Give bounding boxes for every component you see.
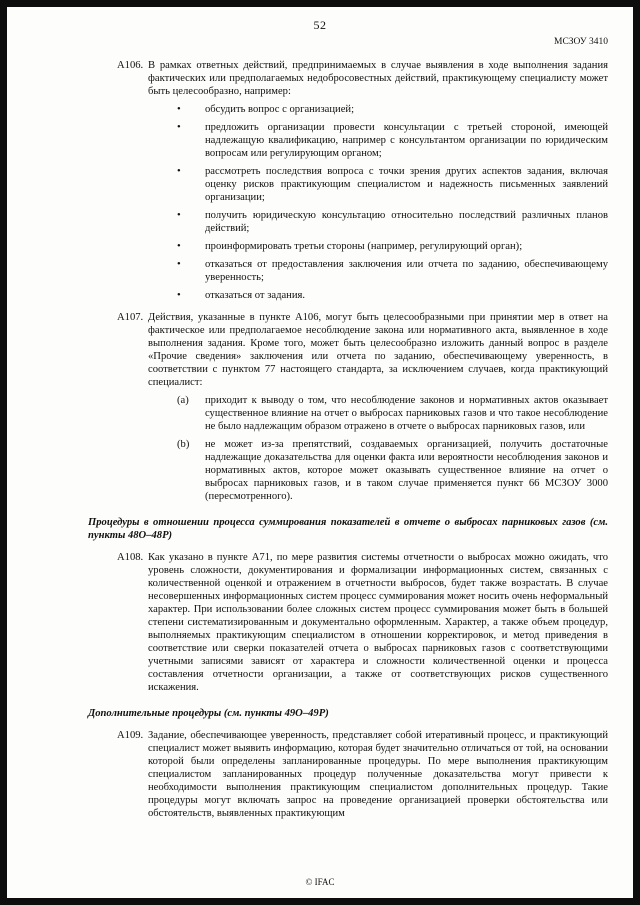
paragraph-label: А108. (117, 552, 144, 563)
item-text: приходит к выводу о том, что несоблюдение законов и нормативных актов оказывает существенное влияние на отчет о выбросах парниковых газов и что такое несоблюдение не было надлежащим образом отражено в отчете о выбросах парниковых газов, или (205, 395, 608, 432)
paragraph-text: В рамках ответных действий, предпринимаемых в случае выявления в ходе выполнения задания фактических или предполагаемых недобросовестных действий, практикующему специалисту может быть целесообразно, например: (148, 60, 608, 97)
paragraph-text: Как указано в пункте А71, по мере развития системы отчетности о выбросах можно ожидать, что уровень сложности, документирования и формализации информационных систем, связанных с количественной оценкой и отражением в отчетности выбросов, будет также возрастать. В случае несовершенных информационных систем процесс суммирования может носить очень неформальный характер. При использовании более сложных систем процесс суммирования может быть в большей степени систематизированным и документально оформленным. Характер, а также объем процедур, выполняемых практикующим специалистом в отношении корректировок, и метод приведения в соответствие или сверки показателей отчета о выбросах парниковых газов с соответствующими учетными записями зависят от характера и сложности количественной оценки и процесса составления отчетности организации, а также от соответствующих рисков существенного искажения. (148, 552, 608, 693)
document-sheet (7, 7, 633, 898)
item-text: не может из-за препятствий, создаваемых организацией, получить достаточные надлежащие доказательства для оценки факта или вероятности несоблюдения законов и нормативных актов, которое может оказывать существенное влияние на отчет о выбросах парниковых газов, и в таком случае применяется пункт 66 МСЗОУ 3000 (пересмотренного). (205, 439, 608, 502)
paragraph-a106 (117, 59, 608, 98)
item-label: (a) (177, 395, 189, 406)
bullet-item (177, 258, 608, 284)
bullet-marker: • (177, 290, 181, 301)
bullet-item (177, 289, 608, 302)
paragraph-label: А106. (117, 60, 144, 71)
bullet-text: проинформировать третьи стороны (например, регулирующий орган); (205, 241, 523, 252)
bullet-item (177, 103, 608, 116)
document-body (88, 59, 608, 820)
doc-code: МСЗОУ 3410 (554, 37, 608, 47)
bullet-item (177, 209, 608, 235)
bullet-text: предложить организации провести консультации с третьей стороной, имеющей надлежащую квалификацию, например с консультантом организации по юридическим вопросам или регулирующим органом; (205, 122, 608, 159)
bullet-marker: • (177, 104, 181, 115)
item-label: (b) (177, 439, 190, 450)
bullet-text: получить юридическую консультацию относительно последствий различных планов действий; (205, 210, 608, 234)
bullet-item (177, 240, 608, 253)
bullet-marker: • (177, 122, 181, 133)
bullet-text: рассмотреть последствия вопроса с точки зрения других аспектов задания, включая оценку рисков практикующим специалистом и надежность письменных заявлений организации; (205, 166, 608, 203)
paragraph-a109 (117, 729, 608, 820)
lettered-item-a (177, 394, 608, 433)
section-heading-summation: Процедуры в отношении процесса суммирования показателей в отчете о выбросах парниковых газов (см. пункты 48О–48Р) (88, 517, 608, 541)
bullet-text: отказаться от задания. (205, 290, 306, 301)
paragraph-a107 (117, 311, 608, 389)
lettered-item-b (177, 438, 608, 503)
bullet-marker: • (177, 166, 181, 177)
bullet-item (177, 121, 608, 160)
page-number: 52 (313, 18, 327, 32)
section-heading-additional: Дополнительные процедуры (см. пункты 49О–49Р) (88, 708, 329, 719)
paragraph-label: А107. (117, 312, 144, 323)
page-footer: © IFAC (305, 877, 335, 887)
paragraph-a108 (117, 551, 608, 694)
bullet-text: обсудить вопрос с организацией; (205, 104, 355, 115)
paragraph-text: Действия, указанные в пункте А106, могут быть целесообразными при принятии мер в ответ на фактическое или предполагаемое несоблюдение закона или нормативного акта, выявленное в ходе выполнения задания. Кроме того, может быть целесообразно изложить данный вопрос в разделе «Прочие сведения» заключения или отчета по заданию, обеспечивающему уверенность, в соответствии с пунктом 77 настоящего стандарта, за исключением случаев, когда практикующий специалист: (148, 312, 608, 388)
bullet-marker: • (177, 241, 181, 252)
bullet-marker: • (177, 210, 181, 221)
bullet-item (177, 165, 608, 204)
bullet-marker: • (177, 259, 181, 270)
paragraph-label: А109. (117, 730, 144, 741)
bullet-text: отказаться от предоставления заключения или отчета по заданию, обеспечивающему уверенность; (205, 259, 608, 283)
paragraph-text: Задание, обеспечивающее уверенность, представляет собой итеративный процесс, и практикующий специалист может выявить информацию, которая будет значительно отличаться от той, на основании которой были определены запланированные процедуры. По мере выполнения практикующим специалистом запланированных процедур полученные доказательства могут привести к необходимости выполнения практикующим специалистом дополнительных процедур. Такие процедуры могут включать запрос на проведение организацией проверки обстоятельства или обстоятельств, выявленных практикующим (148, 730, 608, 819)
